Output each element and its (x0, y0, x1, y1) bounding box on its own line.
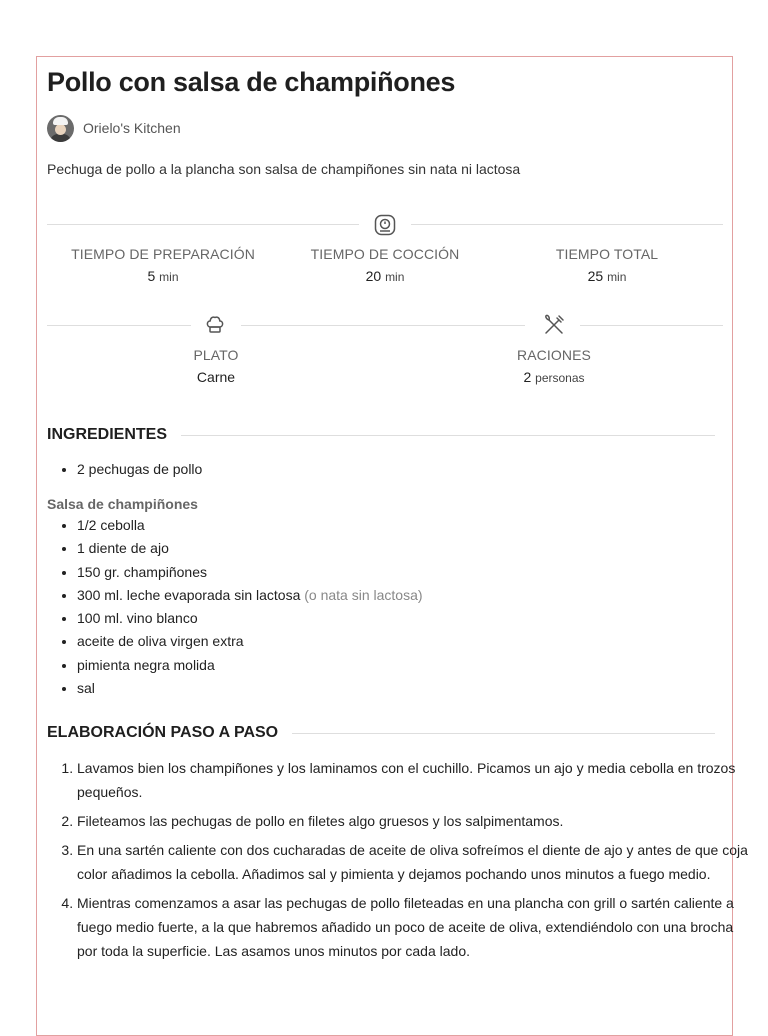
cook-time-unit: min (385, 270, 405, 284)
step-item: 2. Fileteamos las pechugas de pollo en filetes algo gruesos y los salpimentamos. (77, 809, 757, 833)
total-time-value (491, 268, 723, 284)
prep-time-value (47, 268, 279, 284)
avatar[interactable] (47, 115, 74, 142)
cook-time-number: 20 (365, 268, 382, 284)
ingredients-main-list (47, 458, 202, 481)
recipe-title: Pollo con salsa de champiñones (47, 67, 456, 97)
list-item: • aceite de oliva virgen extra (77, 630, 423, 653)
course (47, 347, 385, 385)
list-item: • pimienta negra molida (77, 654, 423, 677)
servings-label: RACIONES (517, 347, 591, 363)
cook-time (269, 246, 501, 284)
author[interactable] (47, 114, 181, 142)
utensils-icon (540, 311, 568, 339)
timer-icon (371, 211, 399, 239)
servings-value (385, 369, 723, 385)
ingredients-heading (47, 426, 715, 444)
ingredients-title: INGREDIENTES (47, 426, 168, 443)
list-item: • sal (77, 677, 423, 700)
cook-time-label: TIEMPO DE COCCIÓN (310, 246, 460, 262)
prep-time-unit: min (159, 270, 179, 284)
divider (241, 325, 525, 326)
recipe-card (36, 56, 748, 1036)
steps-list (47, 756, 757, 968)
step-item: 4. Mientras comenzamos a asar las pechugas de pollo fileteadas en una plancha con grill o sartén caliente a fuego medio fuerte, a la que habremos añadido un poco de aceite de oliva, extendiéndolo con una brocha por toda la superficie. Las asamos unos minutos por cada lado. (77, 891, 757, 963)
total-time-unit: min (607, 270, 627, 284)
total-time-number: 25 (587, 268, 604, 284)
sauce-heading: Salsa de champiñones (47, 496, 198, 512)
steps-heading (47, 724, 715, 742)
divider (47, 325, 191, 326)
servings-unit: personas (535, 371, 585, 385)
step-item: 1. Lavamos bien los champiñones y los laminamos con el cuchillo. Picamos un ajo y media cebolla en trozos pequeños. (77, 756, 757, 804)
step-item: 3. En una sartén caliente con dos cucharadas de aceite de oliva sofreímos el diente de ajo y antes de que coja color añadimos la cebolla. Añadimos sal y pimienta y dejamos pochando unos minutos a fuego medio. (77, 838, 757, 886)
divider (580, 325, 723, 326)
prep-time-label: TIEMPO DE PREPARACIÓN (71, 246, 255, 262)
total-time-label: TIEMPO TOTAL (555, 246, 659, 262)
list-item: • 1 diente de ajo (77, 537, 423, 560)
list-item: • 1/2 cebolla (77, 514, 423, 537)
divider (292, 733, 715, 734)
recipe-description: Pechuga de pollo a la plancha son salsa de champiñones sin nata ni lactosa (47, 161, 521, 177)
servings-number: 2 (523, 369, 532, 385)
ingredient-text: 300 ml. leche evaporada sin lactosa (77, 586, 301, 603)
list-item: • 150 gr. champiñones (77, 561, 423, 584)
author-name[interactable]: Orielo's Kitchen (83, 120, 181, 136)
divider (47, 224, 359, 225)
servings (385, 347, 723, 385)
divider (181, 435, 715, 436)
prep-time (47, 246, 279, 284)
ingredients-sauce-list (47, 514, 423, 700)
chef-hat-icon (201, 311, 229, 339)
steps-title: ELABORACIÓN PASO A PASO (47, 724, 279, 741)
cook-time-value (269, 268, 501, 284)
ingredient-note: (o nata sin lactosa) (304, 586, 423, 603)
total-time (491, 246, 723, 284)
course-label: PLATO (193, 347, 239, 363)
list-item: • 2 pechugas de pollo (77, 458, 202, 481)
list-item: • 100 ml. vino blanco (77, 607, 423, 630)
list-item (77, 584, 423, 607)
prep-time-number: 5 (147, 268, 156, 284)
divider (411, 224, 723, 225)
course-value: Carne (196, 369, 236, 385)
